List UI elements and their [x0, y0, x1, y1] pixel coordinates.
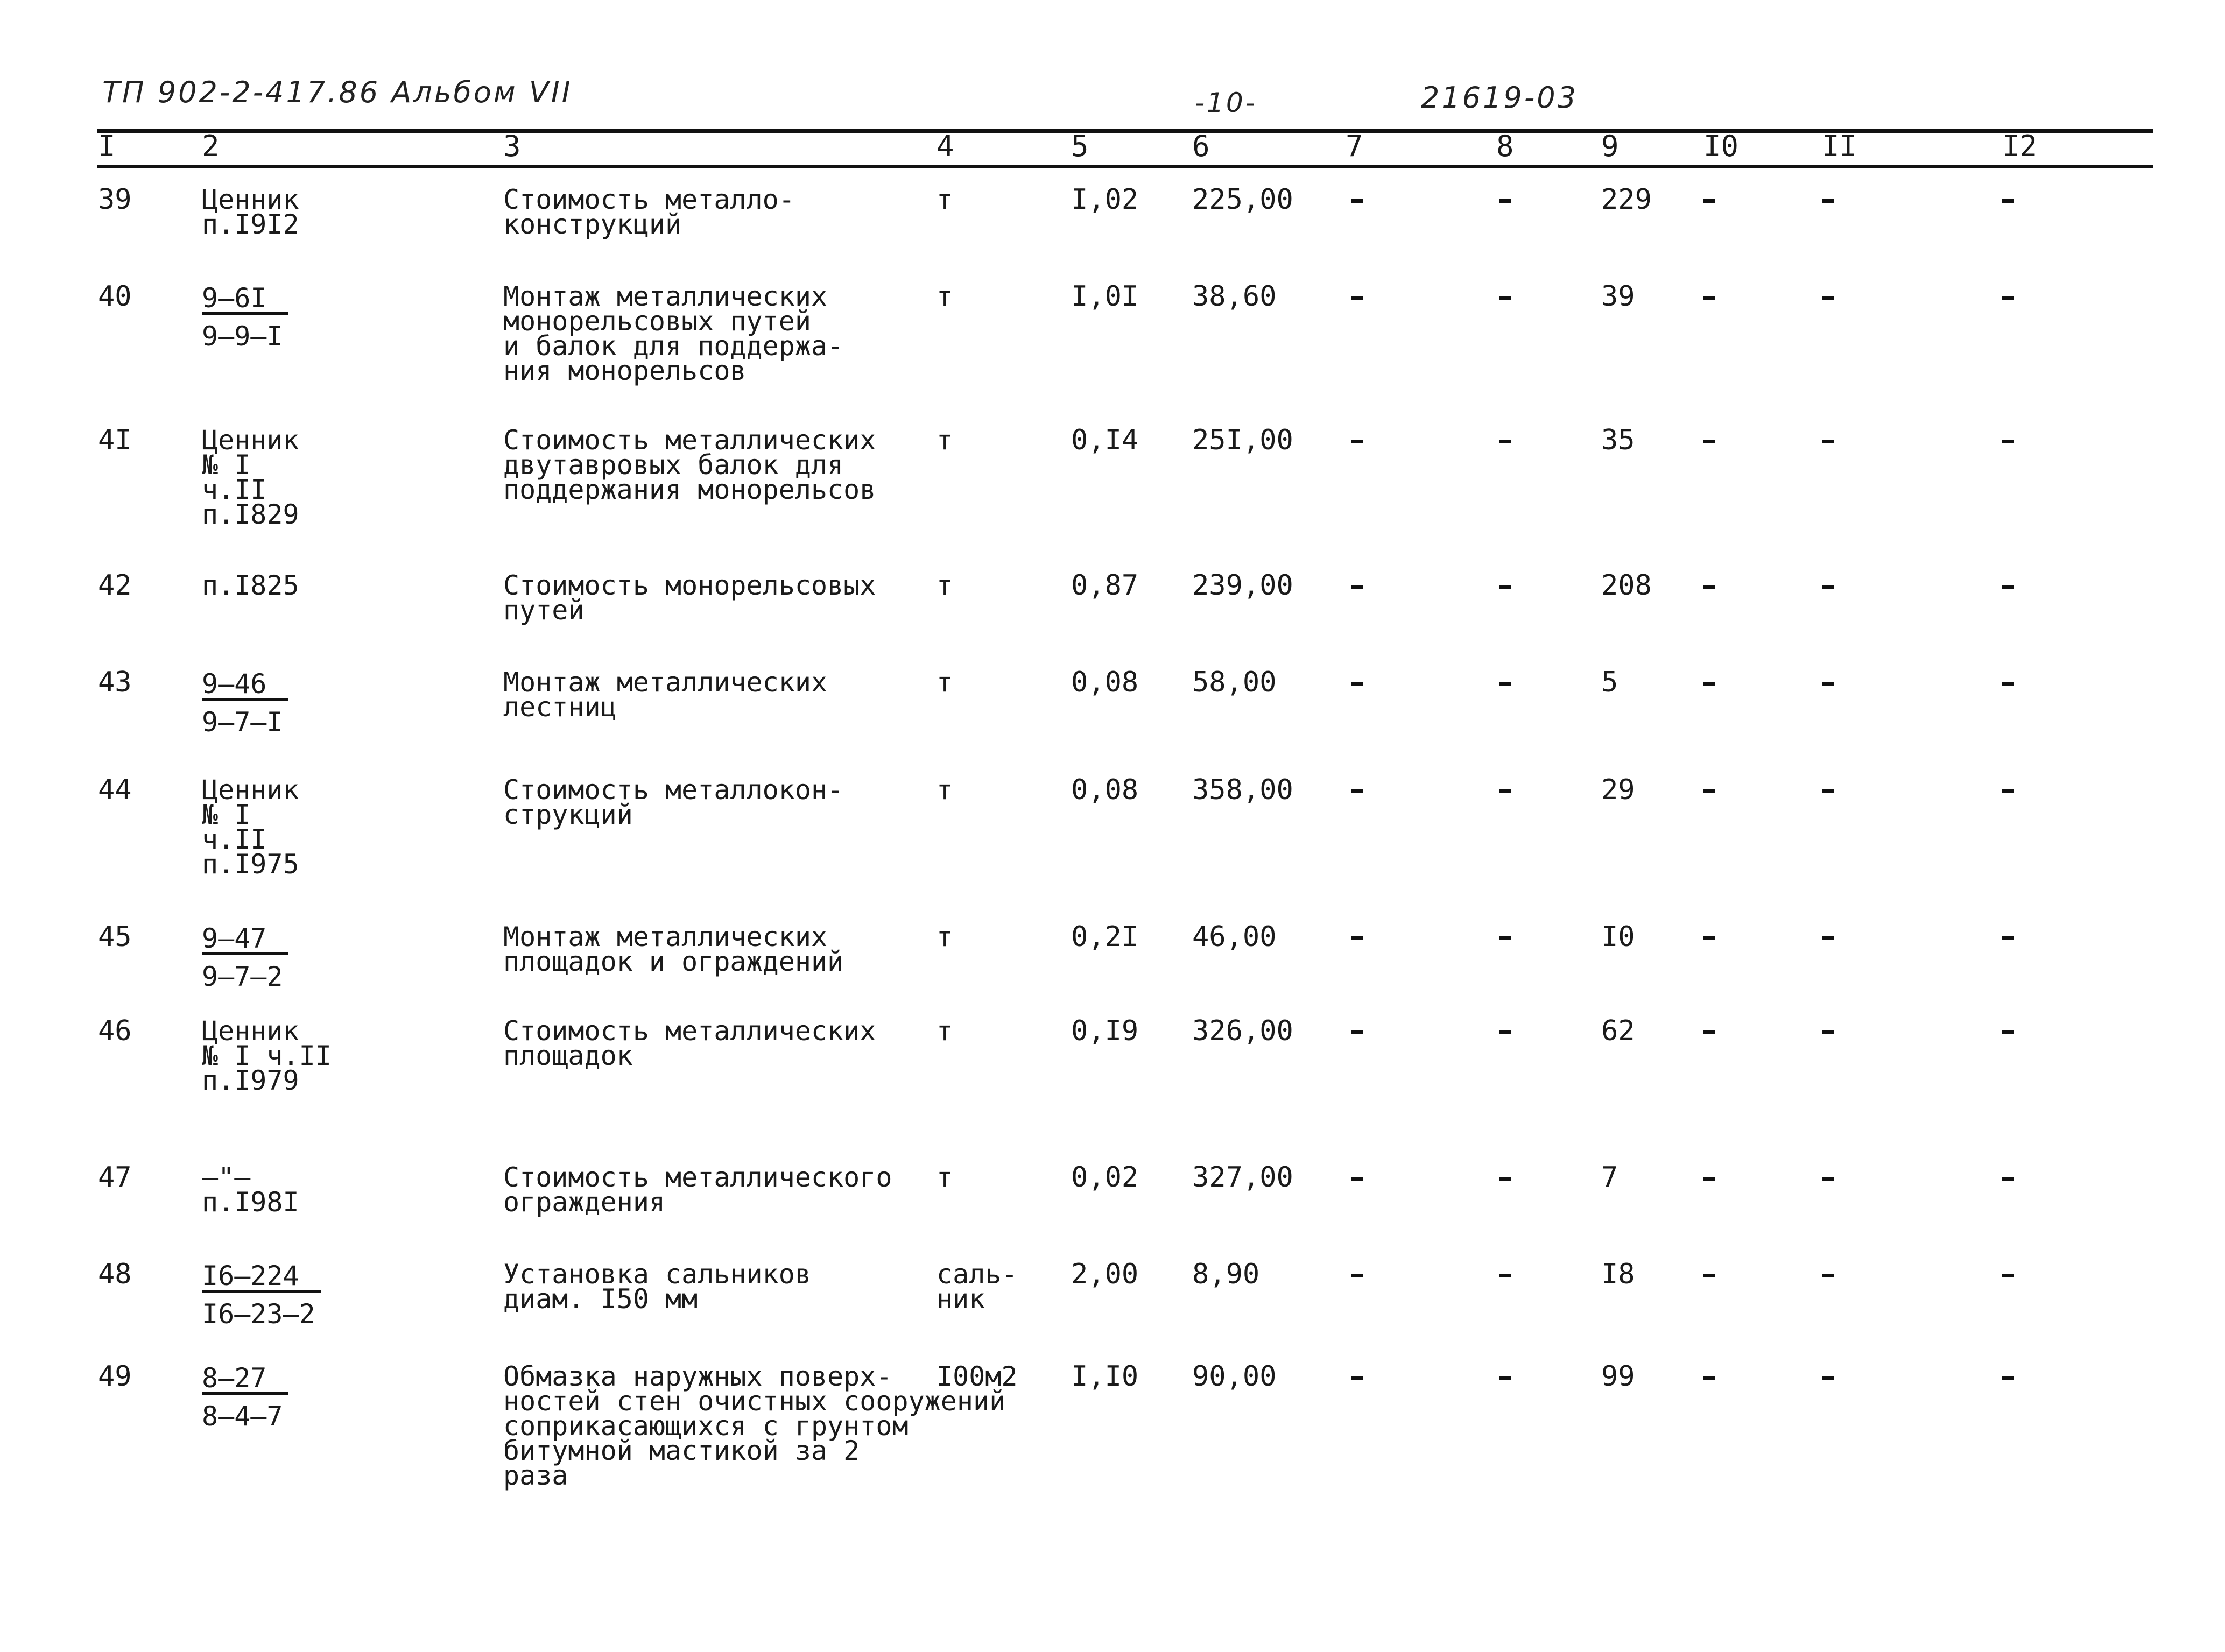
unit-price: 8,90: [1192, 1258, 1260, 1290]
col10-value: [1703, 428, 1715, 455]
dash-mark: [1351, 1177, 1363, 1181]
row-number: 47: [98, 1161, 132, 1194]
reference-line: п.I9I2: [202, 209, 299, 240]
col10-value: [1703, 1262, 1715, 1289]
col7-value: [1351, 187, 1363, 215]
description-line: Монтаж металлических: [503, 921, 828, 952]
work-description: [503, 921, 844, 977]
work-description: [503, 1162, 892, 1218]
col7-value: [1351, 1262, 1363, 1289]
column-header-3: 3: [503, 129, 521, 163]
quantity: 0,87: [1071, 569, 1139, 602]
dash-mark: [2002, 585, 2014, 589]
dash-mark: [1703, 199, 1715, 203]
unit: т: [937, 1015, 953, 1047]
price-reference: [202, 1364, 288, 1430]
description-line: Стоимость монорельсовых: [503, 570, 876, 601]
col8-value: [1499, 1165, 1511, 1192]
reference-numerator: 9–6I: [202, 284, 288, 315]
total-cost: 5: [1601, 666, 1618, 698]
unit-price: 239,00: [1192, 569, 1293, 602]
col7-value: [1351, 670, 1363, 697]
col8-value: [1499, 284, 1511, 312]
row-number: 43: [98, 666, 132, 698]
total-cost: I0: [1601, 921, 1635, 953]
reference-denominator: I6–23–2: [202, 1298, 315, 1330]
work-description: [503, 570, 876, 626]
col8-value: [1499, 1364, 1511, 1392]
work-description: [503, 1015, 876, 1071]
description-line: Монтаж металлических: [503, 667, 828, 698]
dash-mark: [1499, 1030, 1511, 1034]
reference-line: Ценник: [202, 1015, 299, 1047]
quantity: 0,08: [1071, 774, 1139, 806]
reference-numerator: I6–224: [202, 1262, 321, 1293]
dash-mark: [1703, 585, 1715, 589]
quantity: I,02: [1071, 183, 1139, 216]
unit-price: 25I,00: [1192, 424, 1293, 456]
dash-mark: [1351, 682, 1363, 686]
dash-mark: [1822, 199, 1834, 203]
col8-value: [1499, 573, 1511, 601]
col12-value: [2002, 284, 2014, 312]
quantity: I,I0: [1071, 1360, 1139, 1393]
dash-mark: [1351, 789, 1363, 793]
col12-value: [2002, 670, 2014, 697]
description-line: раза: [503, 1460, 568, 1491]
dash-mark: [1822, 1376, 1834, 1380]
dash-mark: [2002, 1376, 2014, 1380]
dash-mark: [1499, 1376, 1511, 1380]
description-line: площадок: [503, 1040, 633, 1071]
quantity: 0,02: [1071, 1161, 1139, 1194]
col10-value: [1703, 778, 1715, 805]
reference-numerator: 9–47: [202, 924, 288, 955]
col12-value: [2002, 1165, 2014, 1192]
quantity: I,0I: [1071, 280, 1139, 313]
col11-value: [1822, 573, 1834, 601]
unit: т: [937, 425, 953, 456]
price-reference: [202, 284, 288, 350]
col10-value: [1703, 670, 1715, 697]
row-number: 4I: [98, 424, 132, 456]
row-number: 40: [98, 280, 132, 313]
price-reference: [202, 1162, 299, 1218]
dash-mark: [1703, 682, 1715, 686]
unit: т: [937, 281, 953, 312]
col11-value: [1822, 1364, 1834, 1392]
reference-line: Ценник: [202, 774, 299, 806]
quantity: 0,2I: [1071, 921, 1139, 953]
column-header-8: 8: [1496, 129, 1514, 163]
description-line: Установка сальников: [503, 1259, 811, 1290]
unit: т: [937, 1162, 953, 1193]
table-row: [0, 1161, 2225, 1218]
document-code: ТП 902-2-417.86 Альбом VII: [102, 75, 573, 109]
dash-mark: [2002, 296, 2014, 300]
row-number: 46: [98, 1015, 132, 1047]
price-reference: [202, 1262, 321, 1328]
description-line: ограждения: [503, 1187, 666, 1218]
dash-mark: [1703, 296, 1715, 300]
col11-value: [1822, 670, 1834, 697]
reference-line: ч.II: [202, 824, 267, 855]
page-number: -10-: [1195, 87, 1257, 118]
col7-value: [1351, 924, 1363, 952]
reference-line: № I: [202, 799, 251, 830]
price-reference: [202, 774, 299, 880]
work-description: [503, 281, 844, 386]
work-description: [503, 1361, 1006, 1491]
dash-mark: [1822, 682, 1834, 686]
col7-value: [1351, 1165, 1363, 1192]
dash-mark: [1351, 1376, 1363, 1380]
unit-price: 225,00: [1192, 183, 1293, 216]
header-bottom-rule: [97, 165, 2153, 168]
col8-value: [1499, 778, 1511, 805]
reference-line: –"–: [202, 1162, 251, 1193]
dash-mark: [1822, 585, 1834, 589]
work-description: [503, 774, 844, 830]
col12-value: [2002, 1262, 2014, 1289]
work-description: [503, 1259, 811, 1315]
dash-mark: [2002, 1177, 2014, 1181]
table-row: [0, 921, 2225, 992]
dash-mark: [1499, 440, 1511, 443]
col11-value: [1822, 1262, 1834, 1289]
dash-mark: [1703, 1177, 1715, 1181]
col10-value: [1703, 1165, 1715, 1192]
col8-value: [1499, 1262, 1511, 1289]
description-line: Монтаж металлических: [503, 281, 828, 312]
description-line: Обмазка наружных поверх-: [503, 1361, 892, 1392]
col8-value: [1499, 1019, 1511, 1046]
col12-value: [2002, 1019, 2014, 1046]
dash-mark: [1822, 296, 1834, 300]
col11-value: [1822, 1019, 1834, 1046]
reference-numerator: 8–27: [202, 1364, 288, 1395]
dash-mark: [2002, 440, 2014, 443]
col8-value: [1499, 428, 1511, 455]
total-cost: 29: [1601, 774, 1635, 806]
row-number: 45: [98, 921, 132, 953]
column-header-10: I0: [1703, 129, 1739, 163]
table-row: [0, 280, 2225, 386]
dash-mark: [1351, 296, 1363, 300]
total-cost: 229: [1601, 183, 1652, 216]
unit-price: 58,00: [1192, 666, 1277, 698]
col7-value: [1351, 573, 1363, 601]
price-reference: [202, 184, 299, 240]
column-header-4: 4: [937, 129, 954, 163]
quantity: 0,I9: [1071, 1015, 1139, 1047]
dash-mark: [1499, 789, 1511, 793]
description-line: монорельсовых путей: [503, 306, 811, 337]
col7-value: [1351, 428, 1363, 455]
quantity: 2,00: [1071, 1258, 1139, 1290]
reference-line: п.I975: [202, 849, 299, 880]
total-cost: 35: [1601, 424, 1635, 456]
dash-mark: [1351, 585, 1363, 589]
description-line: битумной мастикой за 2: [503, 1435, 860, 1466]
price-reference: [202, 924, 288, 991]
col12-value: [2002, 187, 2014, 215]
dash-mark: [2002, 1274, 2014, 1277]
reference-line: п.I979: [202, 1065, 299, 1096]
reference-denominator: 9–7–I: [202, 707, 283, 738]
col11-value: [1822, 1165, 1834, 1192]
unit: саль- ник: [937, 1259, 1018, 1315]
dash-mark: [1822, 1177, 1834, 1181]
dash-mark: [1351, 1274, 1363, 1277]
dash-mark: [1703, 1376, 1715, 1380]
reference-denominator: 9–9–I: [202, 321, 283, 352]
dash-mark: [1822, 1274, 1834, 1277]
description-line: Стоимость металлических: [503, 1015, 876, 1047]
row-number: 42: [98, 569, 132, 602]
dash-mark: [1499, 296, 1511, 300]
reference-line: № I: [202, 449, 251, 481]
total-cost: 62: [1601, 1015, 1635, 1047]
dash-mark: [1499, 682, 1511, 686]
col12-value: [2002, 573, 2014, 601]
unit-price: 38,60: [1192, 280, 1277, 313]
price-reference: [202, 425, 299, 530]
quantity: 0,I4: [1071, 424, 1139, 456]
dash-mark: [1351, 936, 1363, 940]
sheet-code: 21619-03: [1421, 81, 1578, 115]
work-description: [503, 184, 795, 240]
unit: т: [937, 921, 953, 952]
price-reference: [202, 670, 288, 736]
col11-value: [1822, 187, 1834, 215]
row-number: 49: [98, 1360, 132, 1393]
dash-mark: [1822, 936, 1834, 940]
description-line: двутавровых балок для: [503, 449, 844, 481]
description-line: соприкасающихся с грунтом: [503, 1410, 909, 1442]
col7-value: [1351, 1019, 1363, 1046]
description-line: лестниц: [503, 691, 617, 723]
col10-value: [1703, 284, 1715, 312]
dash-mark: [1703, 1274, 1715, 1277]
reference-denominator: 8–4–7: [202, 1401, 283, 1432]
total-cost: 7: [1601, 1161, 1618, 1194]
unit-price: 327,00: [1192, 1161, 1293, 1194]
table-row: [0, 774, 2225, 880]
col11-value: [1822, 778, 1834, 805]
work-description: [503, 667, 828, 723]
reference-line: Ценник: [202, 425, 299, 456]
col10-value: [1703, 573, 1715, 601]
reference-line: п.I98I: [202, 1187, 299, 1218]
unit: т: [937, 667, 953, 698]
dash-mark: [1499, 1274, 1511, 1277]
dash-mark: [1822, 789, 1834, 793]
unit: т: [937, 774, 953, 806]
row-number: 39: [98, 183, 132, 216]
dash-mark: [1703, 936, 1715, 940]
total-cost: 99: [1601, 1360, 1635, 1393]
description-line: Стоимость металлических: [503, 425, 876, 456]
dash-mark: [2002, 1030, 2014, 1034]
unit: т: [937, 570, 953, 601]
col8-value: [1499, 187, 1511, 215]
col12-value: [2002, 778, 2014, 805]
col10-value: [1703, 187, 1715, 215]
dash-mark: [1499, 936, 1511, 940]
dash-mark: [1822, 1030, 1834, 1034]
col8-value: [1499, 924, 1511, 952]
reference-line: п.I829: [202, 499, 299, 530]
description-line: Стоимость металлокон-: [503, 774, 844, 806]
row-number: 48: [98, 1258, 132, 1290]
table-row: [0, 1360, 2225, 1491]
table-row: [0, 666, 2225, 738]
table-row: [0, 1258, 2225, 1330]
dash-mark: [1703, 1030, 1715, 1034]
dash-mark: [2002, 936, 2014, 940]
dash-mark: [2002, 199, 2014, 203]
dash-mark: [1703, 789, 1715, 793]
price-reference: [202, 570, 299, 601]
description-line: поддержания монорельсов: [503, 474, 876, 505]
description-line: струкций: [503, 799, 633, 830]
row-number: 44: [98, 774, 132, 806]
column-header-7: 7: [1346, 129, 1363, 163]
unit-price: 358,00: [1192, 774, 1293, 806]
reference-denominator: 9–7–2: [202, 961, 283, 992]
column-header-9: 9: [1601, 129, 1619, 163]
dash-mark: [2002, 789, 2014, 793]
table-row: [0, 183, 2225, 240]
quantity: 0,08: [1071, 666, 1139, 698]
work-description: [503, 425, 876, 505]
unit-price: 46,00: [1192, 921, 1277, 953]
description-line: ностей стен очистных сооружений: [503, 1386, 1006, 1417]
dash-mark: [1703, 440, 1715, 443]
dash-mark: [1499, 199, 1511, 203]
description-line: диам. I50 мм: [503, 1283, 698, 1315]
dash-mark: [1499, 585, 1511, 589]
column-header-12: I2: [2002, 129, 2038, 163]
reference-line: п.I825: [202, 570, 299, 601]
reference-numerator: 9–46: [202, 670, 288, 701]
reference-line: Ценник: [202, 184, 299, 215]
dash-mark: [1351, 1030, 1363, 1034]
total-cost: 208: [1601, 569, 1652, 602]
table-row: [0, 424, 2225, 530]
col12-value: [2002, 924, 2014, 952]
col7-value: [1351, 778, 1363, 805]
dash-mark: [1351, 199, 1363, 203]
column-header-2: 2: [202, 129, 220, 163]
col10-value: [1703, 924, 1715, 952]
column-header-5: 5: [1071, 129, 1089, 163]
dash-mark: [1499, 1177, 1511, 1181]
dash-mark: [1351, 440, 1363, 443]
price-reference: [202, 1015, 332, 1096]
unit: I00м2: [937, 1361, 1018, 1392]
col8-value: [1499, 670, 1511, 697]
description-line: площадок и ограждений: [503, 946, 844, 977]
column-header-1: I: [98, 129, 116, 163]
col11-value: [1822, 284, 1834, 312]
description-line: путей: [503, 595, 585, 626]
col7-value: [1351, 1364, 1363, 1392]
table-row: [0, 569, 2225, 626]
dash-mark: [1822, 440, 1834, 443]
col11-value: [1822, 428, 1834, 455]
col10-value: [1703, 1019, 1715, 1046]
table-row: [0, 1015, 2225, 1096]
unit: т: [937, 184, 953, 215]
reference-line: № I ч.II: [202, 1040, 332, 1071]
col11-value: [1822, 924, 1834, 952]
unit-price: 326,00: [1192, 1015, 1293, 1047]
total-cost: I8: [1601, 1258, 1635, 1290]
col12-value: [2002, 1364, 2014, 1392]
unit-price: 90,00: [1192, 1360, 1277, 1393]
description-line: и балок для поддержа-: [503, 330, 844, 362]
description-line: конструкций: [503, 209, 682, 240]
description-line: Стоимость металло-: [503, 184, 795, 215]
description-line: ния монорельсов: [503, 355, 747, 386]
column-header-11: II: [1822, 129, 1857, 163]
column-header-6: 6: [1192, 129, 1210, 163]
dash-mark: [2002, 682, 2014, 686]
col10-value: [1703, 1364, 1715, 1392]
col7-value: [1351, 284, 1363, 312]
reference-line: ч.II: [202, 474, 267, 505]
total-cost: 39: [1601, 280, 1635, 313]
description-line: Стоимость металлического: [503, 1162, 892, 1193]
col12-value: [2002, 428, 2014, 455]
